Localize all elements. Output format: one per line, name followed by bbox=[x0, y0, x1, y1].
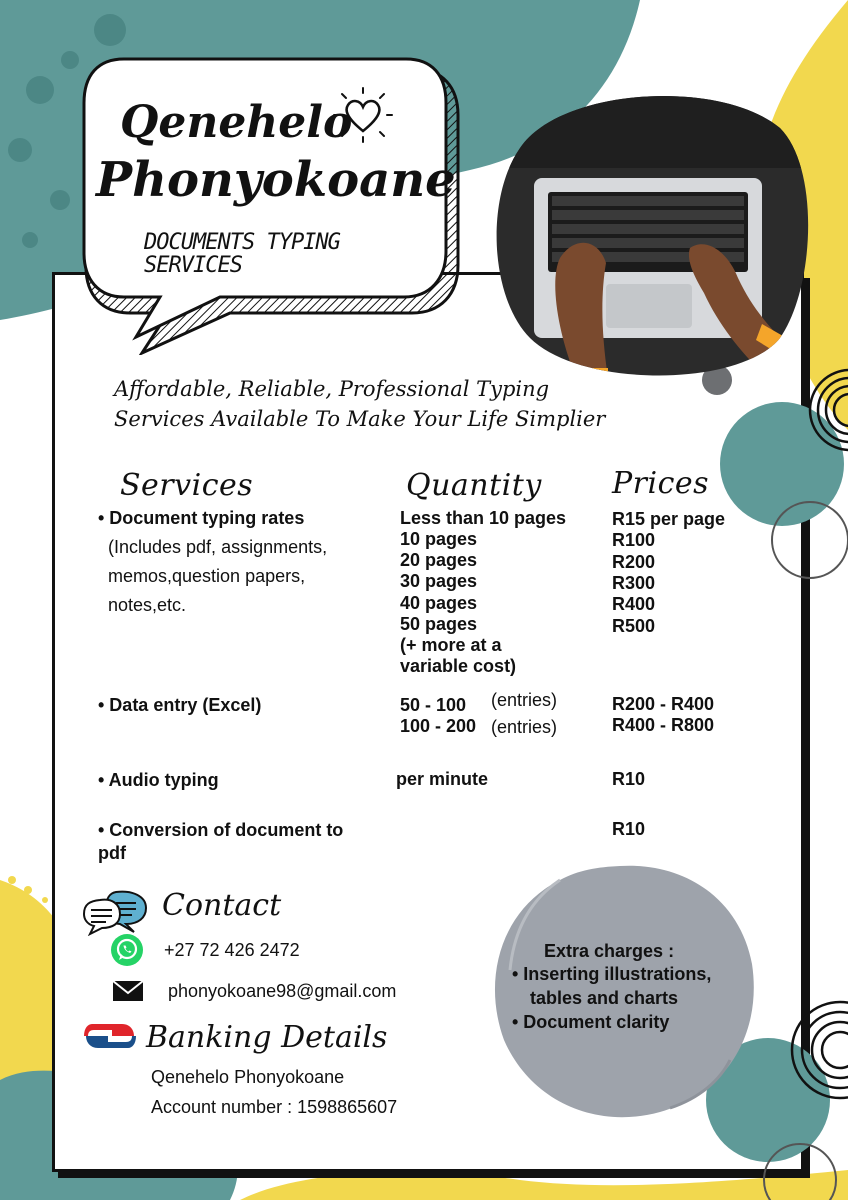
name-line1: Qenehelo bbox=[120, 97, 353, 148]
price-item: R100 bbox=[612, 530, 656, 550]
service-document-typing: • Document typing rates bbox=[98, 508, 305, 528]
quantity-item: (+ more at a bbox=[400, 635, 502, 655]
tagline-line2: Services Available To Make Your Life Simplier bbox=[114, 407, 606, 431]
contact-heading: Contact bbox=[162, 888, 282, 923]
heading-prices: Prices bbox=[612, 466, 710, 501]
laptop-photo bbox=[490, 88, 810, 380]
price-item: R400 - R800 bbox=[612, 715, 715, 735]
quantity-item: 50 pages bbox=[400, 614, 478, 634]
extra-item: • Inserting illustrations, bbox=[512, 964, 712, 984]
bank-logo-icon bbox=[82, 1020, 138, 1052]
service-note-line: memos,question papers, bbox=[108, 566, 306, 586]
price-item: R200 bbox=[612, 552, 656, 572]
email-address[interactable]: phonyokoane98@gmail.com bbox=[168, 981, 397, 1001]
heading-quantity: Quantity bbox=[406, 468, 542, 503]
quantity-item: 10 pages bbox=[400, 529, 478, 549]
envelope-icon bbox=[112, 980, 144, 1002]
price-item: R300 bbox=[612, 573, 656, 593]
quantity-item: 30 pages bbox=[400, 571, 478, 591]
quantity-item: variable cost) bbox=[400, 656, 517, 676]
phone-number[interactable]: +27 72 426 2472 bbox=[164, 940, 300, 960]
service-audio-typing: • Audio typing bbox=[98, 770, 219, 790]
quantity-item: 100 - 200 bbox=[400, 716, 477, 736]
account-name: Qenehelo Phonyokoane bbox=[151, 1067, 345, 1087]
quantity-item: per minute bbox=[396, 769, 489, 789]
service-note-line: notes,etc. bbox=[108, 595, 187, 615]
subtitle-line2: SERVICES bbox=[144, 253, 242, 278]
extra-item: • Document clarity bbox=[512, 1012, 670, 1032]
price-item: R10 bbox=[612, 769, 646, 789]
extra-charges-heading: Extra charges : bbox=[544, 941, 675, 961]
price-item: R15 per page bbox=[612, 509, 726, 529]
extra-item-continued: tables and charts bbox=[530, 988, 679, 1008]
service-data-entry: • Data entry (Excel) bbox=[98, 695, 262, 715]
account-number: Account number : 1598865607 bbox=[151, 1097, 398, 1117]
quantity-item: 20 pages bbox=[400, 550, 478, 570]
price-item: R10 bbox=[612, 819, 646, 839]
subtitle-line1: DOCUMENTS TYPING bbox=[144, 230, 340, 255]
name-line2: Phonyokoane bbox=[96, 152, 456, 208]
price-item: R200 - R400 bbox=[612, 694, 715, 714]
quantity-item: Less than 10 pages bbox=[400, 508, 567, 528]
banking-heading: Banking Details bbox=[146, 1020, 388, 1055]
whatsapp-icon bbox=[110, 933, 144, 967]
quantity-item: 50 - 100 bbox=[400, 695, 467, 715]
tagline-line1: Affordable, Reliable, Professional Typing bbox=[114, 377, 550, 401]
teal-circle-mid bbox=[720, 402, 844, 526]
price-item: R500 bbox=[612, 616, 656, 636]
quantity-note: (entries) bbox=[491, 717, 558, 737]
quantity-note: (entries) bbox=[491, 690, 558, 710]
price-item: R400 bbox=[612, 594, 656, 614]
service-note-line: (Includes pdf, assignments, bbox=[108, 537, 328, 557]
quantity-item: 40 pages bbox=[400, 593, 478, 613]
heading-services: Services bbox=[120, 468, 254, 503]
service-conversion-line2: pdf bbox=[98, 843, 126, 863]
chat-bubbles-icon bbox=[82, 888, 150, 936]
service-conversion: • Conversion of document to bbox=[98, 820, 344, 840]
